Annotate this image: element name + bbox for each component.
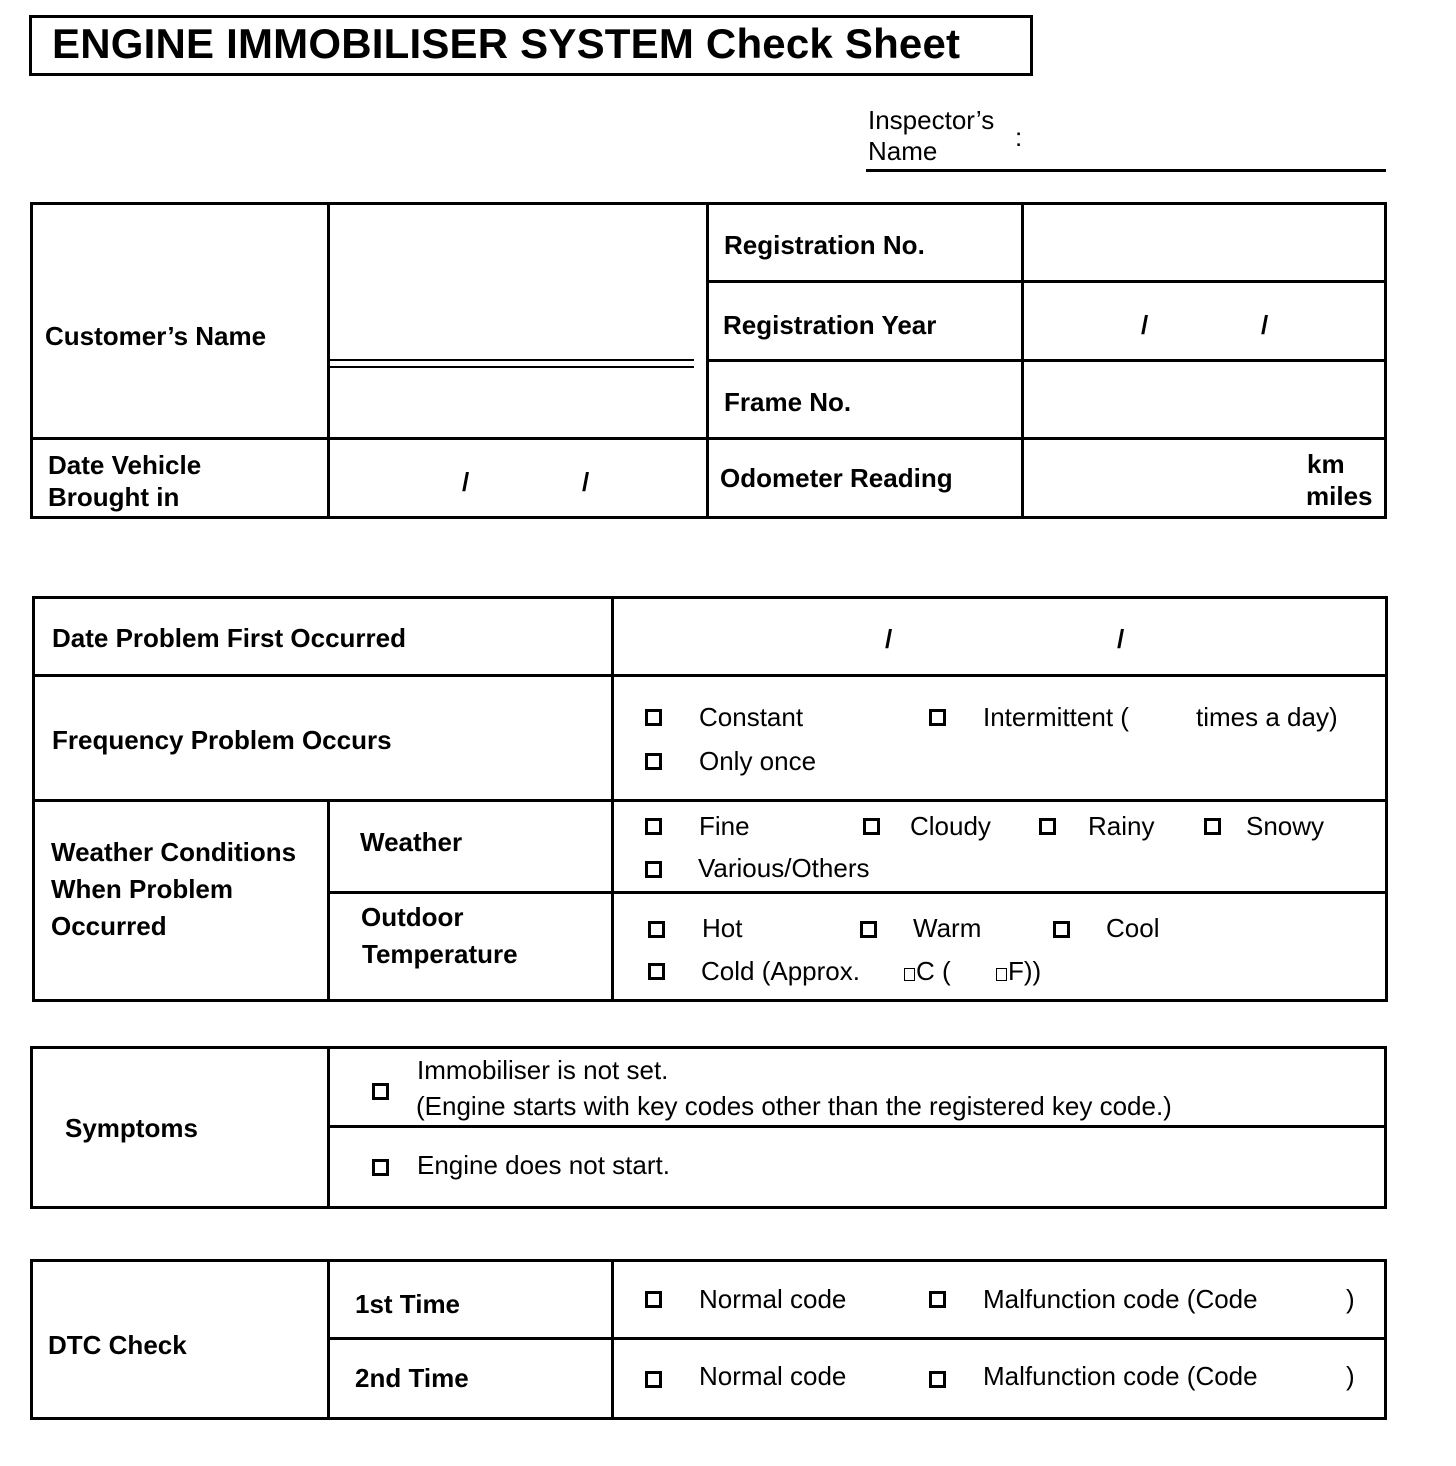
degree-box-icon [996, 968, 1007, 981]
rainy-checkbox[interactable] [1039, 818, 1056, 835]
divider [330, 366, 694, 368]
warm-checkbox[interactable] [860, 921, 877, 938]
registration-no-label: Registration No. [724, 230, 925, 260]
divider [327, 800, 330, 1001]
date-first-occurred-label: Date Problem First Occurred [52, 623, 406, 653]
fahrenheit-unit [996, 956, 1041, 986]
warm-option: Warm [913, 913, 982, 943]
cool-checkbox[interactable] [1053, 921, 1070, 938]
inspector-label-line2: Name [868, 136, 938, 166]
cold-option: Cold (Approx. [701, 956, 860, 986]
divider [330, 359, 694, 361]
second-normal-code-option: Normal code [699, 1361, 847, 1391]
snowy-checkbox[interactable] [1204, 818, 1221, 835]
various-others-option: Various/Others [698, 853, 870, 883]
divider [706, 280, 1386, 283]
divider [327, 891, 1387, 894]
second-malfunction-code-option: Malfunction code (Code [983, 1361, 1258, 1391]
engine-does-not-start-checkbox[interactable] [372, 1159, 389, 1176]
date-first-occurred-separator-2: / [1117, 624, 1125, 654]
divider [32, 674, 1387, 677]
second-malfunction-code-close: ) [1346, 1361, 1355, 1391]
divider [327, 1125, 1386, 1128]
customer-name-field[interactable] [333, 206, 703, 356]
divider [30, 437, 1386, 440]
cold-checkbox[interactable] [648, 963, 665, 980]
registration-no-field[interactable] [1027, 206, 1382, 278]
engine-does-not-start-text: Engine does not start. [417, 1150, 670, 1180]
customer-name-label: Customer’s Name [45, 321, 267, 351]
divider [327, 1337, 1386, 1340]
constant-option: Constant [699, 702, 804, 732]
frame-no-label: Frame No. [724, 387, 852, 417]
odometer-km-unit: km [1307, 449, 1345, 479]
inspector-colon: : [1015, 122, 1023, 152]
celsius-unit [904, 956, 951, 986]
only-once-option: Only once [699, 746, 817, 776]
outdoor-temperature-label-line1: Outdoor [361, 902, 464, 932]
first-malfunction-code-close: ) [1346, 1284, 1355, 1314]
intermittent-option: Intermittent ( [983, 702, 1129, 732]
times-a-day-text: times a day) [1196, 702, 1338, 732]
cloudy-checkbox[interactable] [863, 818, 880, 835]
weather-conditions-label-line3: Occurred [51, 911, 167, 941]
weather-conditions-label-line2: When Problem [51, 874, 234, 904]
date-brought-in-label-line1: Date Vehicle [48, 450, 202, 480]
dtc-check-label: DTC Check [48, 1330, 187, 1360]
weather-conditions-label-line1: Weather Conditions [51, 837, 297, 867]
first-normal-code-checkbox[interactable] [645, 1291, 662, 1308]
immobiliser-not-set-detail: (Engine starts with key codes other than the registered key code.) [416, 1091, 1172, 1121]
first-time-label: 1st Time [355, 1289, 461, 1319]
immobiliser-not-set-checkbox[interactable] [372, 1083, 389, 1100]
second-normal-code-checkbox[interactable] [645, 1371, 662, 1388]
constant-checkbox[interactable] [645, 709, 662, 726]
odometer-miles-unit: miles [1306, 481, 1373, 511]
divider [32, 799, 1387, 802]
hot-option: Hot [702, 913, 743, 943]
immobiliser-not-set-text: Immobiliser is not set. [417, 1055, 669, 1085]
inspector-name-field[interactable] [866, 169, 1386, 172]
registration-year-separator-2: / [1261, 310, 1269, 340]
first-malfunction-code-checkbox[interactable] [929, 1291, 946, 1308]
date-brought-in-separator-1: / [462, 467, 470, 497]
celsius-text: C ( [916, 956, 951, 986]
first-malfunction-code-option: Malfunction code (Code [983, 1284, 1258, 1314]
symptoms-label: Symptoms [65, 1113, 198, 1143]
registration-year-label: Registration Year [723, 310, 937, 340]
page-title: ENGINE IMMOBILISER SYSTEM Check Sheet [52, 20, 961, 67]
fine-option: Fine [699, 811, 750, 841]
date-brought-in-label-line2: Brought in [48, 482, 180, 512]
rainy-option: Rainy [1088, 811, 1155, 841]
inspector-label-line1: Inspector’s [868, 105, 995, 135]
fahrenheit-text: F)) [1008, 956, 1042, 986]
outdoor-temperature-label-line2: Temperature [362, 939, 518, 969]
first-normal-code-option: Normal code [699, 1284, 847, 1314]
registration-year-separator-1: / [1141, 310, 1149, 340]
date-brought-in-separator-2: / [582, 467, 590, 497]
frame-no-field[interactable] [1027, 364, 1382, 434]
various-others-checkbox[interactable] [645, 861, 662, 878]
frequency-label: Frequency Problem Occurs [52, 725, 392, 755]
hot-checkbox[interactable] [648, 921, 665, 938]
divider [706, 359, 1386, 362]
cool-option: Cool [1106, 913, 1160, 943]
second-time-label: 2nd Time [355, 1363, 469, 1393]
weather-label: Weather [360, 827, 463, 857]
degree-box-icon [904, 968, 915, 981]
intermittent-checkbox[interactable] [929, 709, 946, 726]
cloudy-option: Cloudy [910, 811, 991, 841]
fine-checkbox[interactable] [645, 818, 662, 835]
only-once-checkbox[interactable] [645, 753, 662, 770]
second-malfunction-code-checkbox[interactable] [929, 1371, 946, 1388]
odometer-label: Odometer Reading [720, 463, 953, 493]
snowy-option: Snowy [1246, 811, 1325, 841]
date-first-occurred-separator-1: / [885, 624, 893, 654]
